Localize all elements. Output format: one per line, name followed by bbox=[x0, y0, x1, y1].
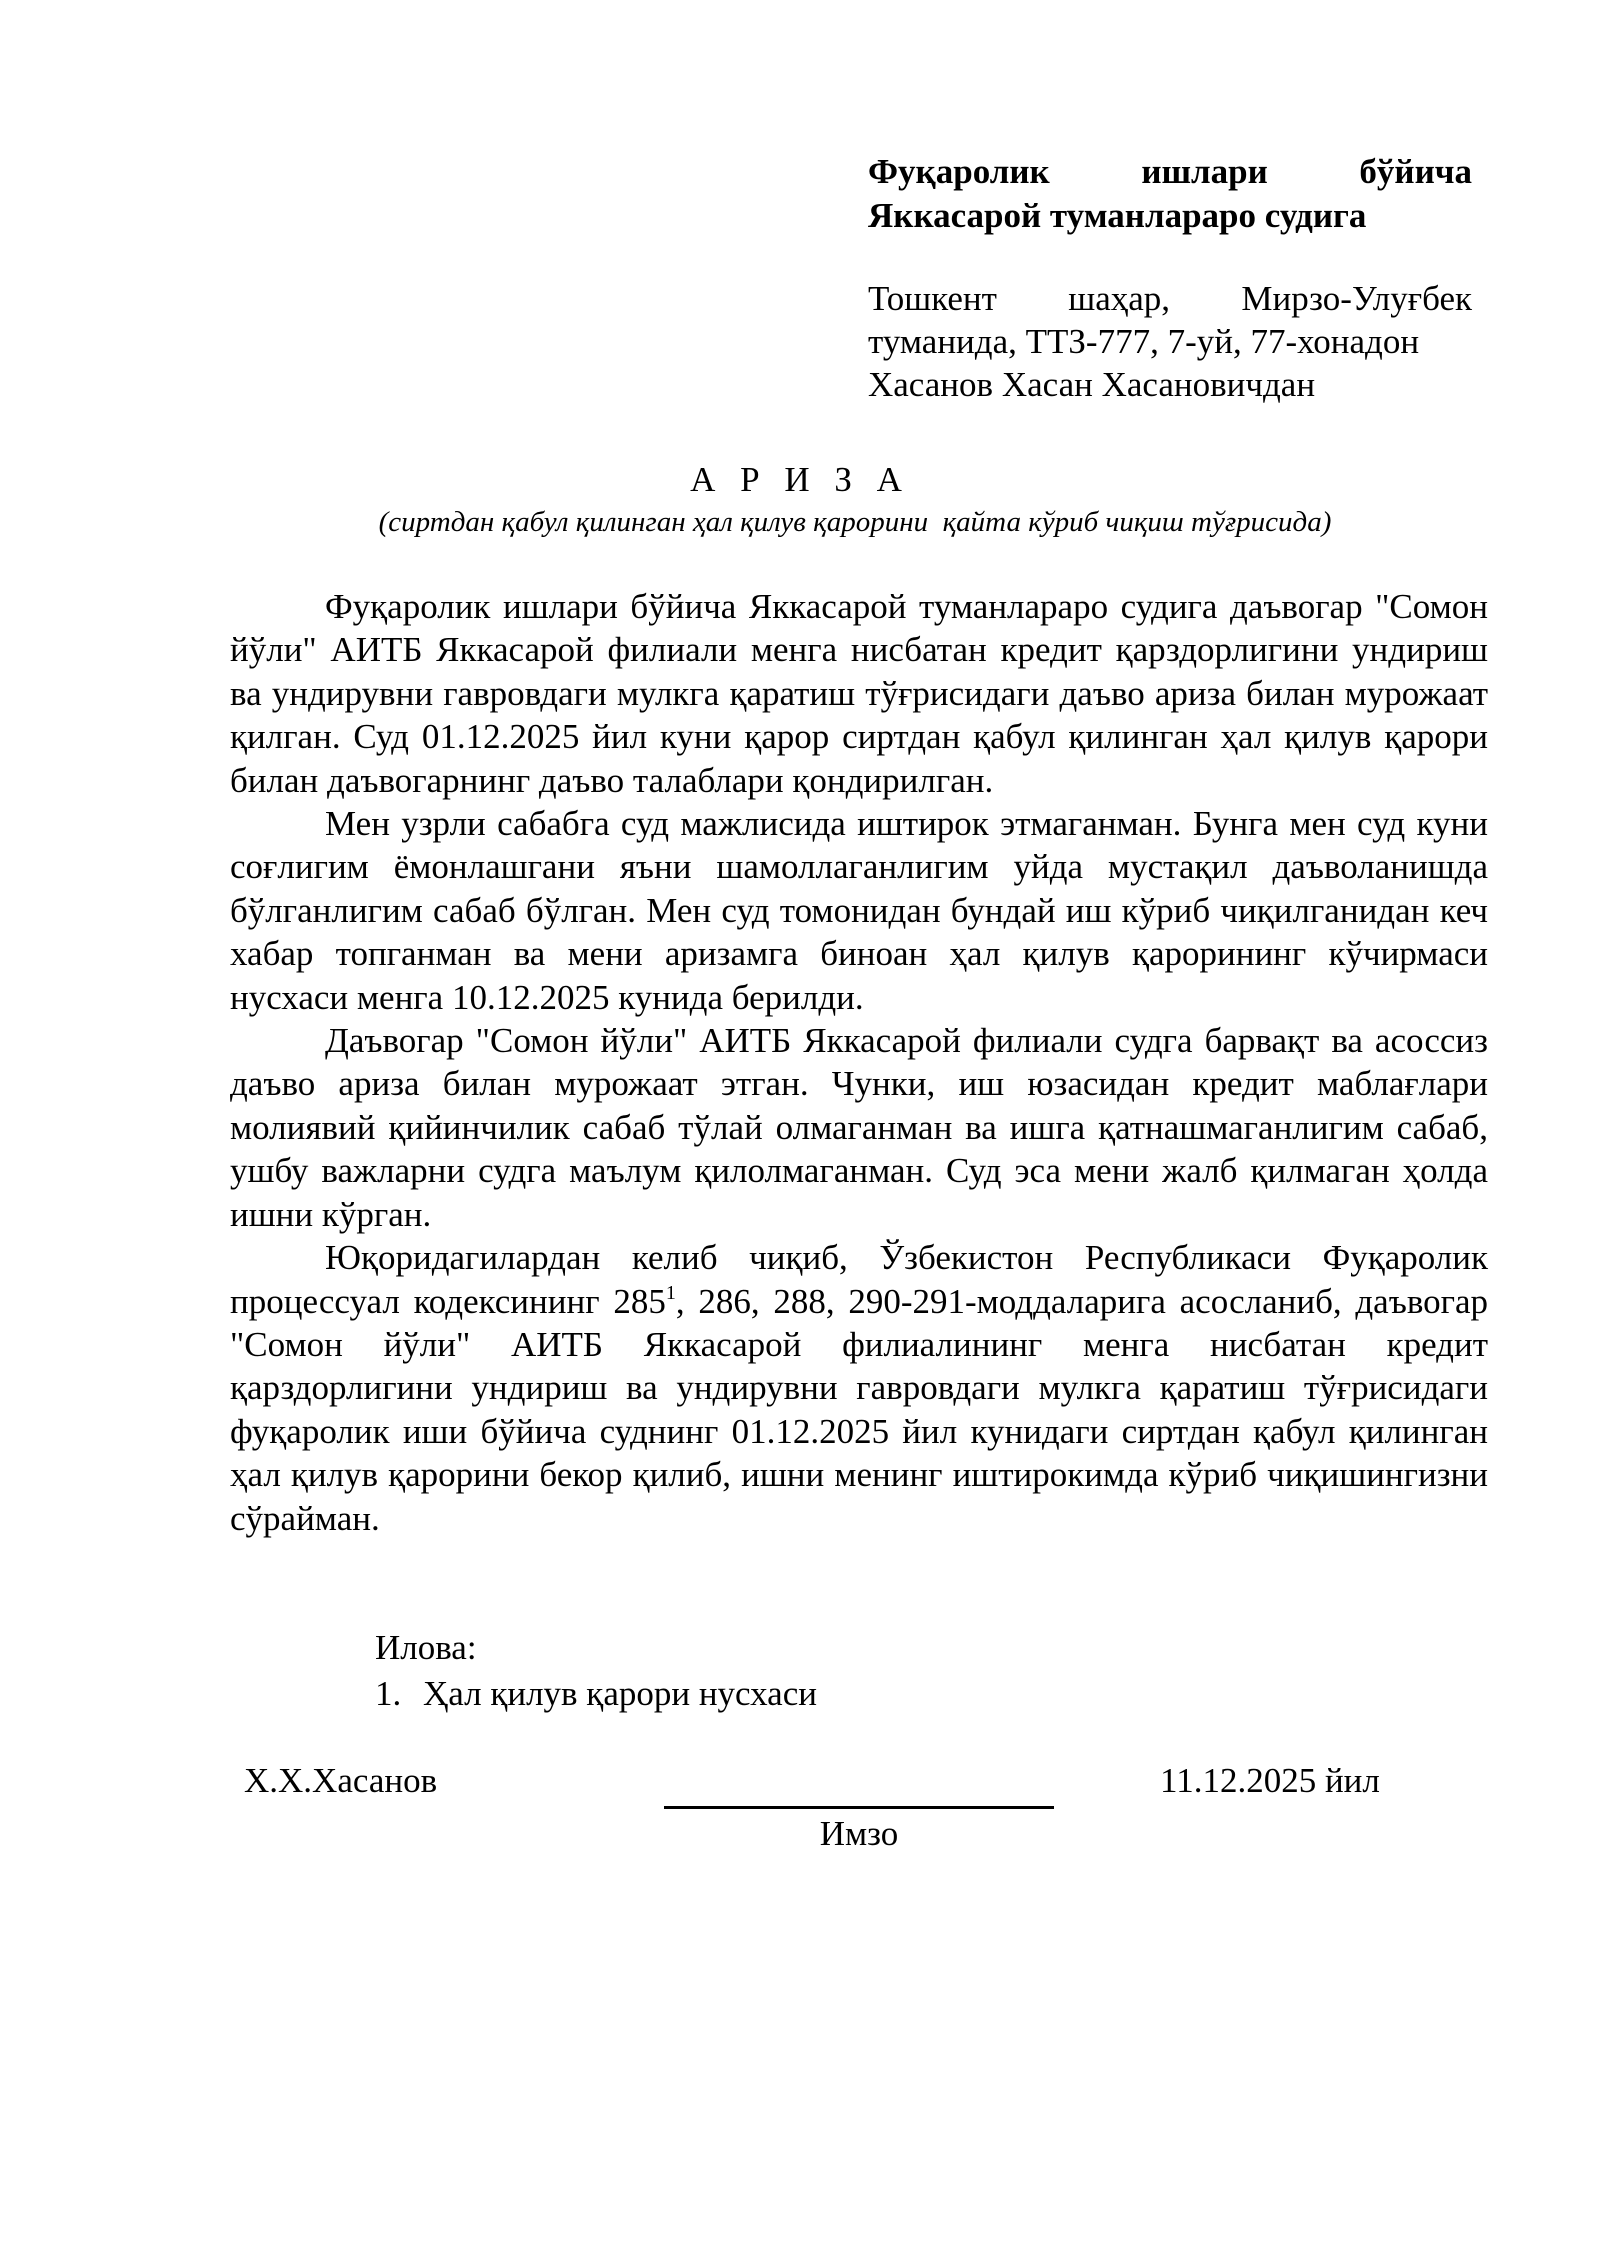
signature-line bbox=[664, 1806, 1054, 1809]
sender-name: Хасанов Хасан Хасановичдан bbox=[868, 365, 1316, 404]
attachment-item-text: Ҳал қилув қарори нусхаси bbox=[423, 1674, 817, 1713]
court-name-line-1: Фуқаролик ишлари бўйича bbox=[868, 152, 1472, 191]
attachment-item bbox=[375, 1671, 817, 1717]
sender-address-line-1: Тошкент шаҳар, Мирзо-Улуғбек bbox=[868, 279, 1472, 318]
attachment-item-number: 1. bbox=[375, 1674, 402, 1713]
attachments-block bbox=[375, 1625, 817, 1717]
footnote-superscript: 1 bbox=[665, 1281, 676, 1304]
signature-date: 11.12.2025 йил bbox=[1160, 1761, 1380, 1800]
attachments-label: Илова: bbox=[375, 1628, 477, 1667]
body-paragraph-4-end: , 286, 288, 290-291-моддаларига асосланиб, даъвогар "Сомон йўли" АИТБ Яккасарой филиалининг менга нисбатан кредит қарздорлигини ундириш ва ундирувни гавровдаги мулкга қаратиш тўғрисидаги фуқаролик иши бўйича суднинг 01.12.2025 йил кунидаги сиртдан қабул қилинган ҳал қилув қарорини бекор қилиб, ишни менинг иштирокимда кўриб чиқишингизни сўрайман. bbox=[230, 1281, 1488, 1538]
body-paragraph-4-start: Юқоридагилардан келиб чиқиб, Ўзбекистон Республикаси Фуқаролик процессуал кодексининг 285 bbox=[230, 1238, 1488, 1321]
body-paragraph-1: Фуқаролик ишлари бўйича Яккасарой туманлараро судига даъвогар "Сомон йўли" АИТБ Яккасарой филиали менга нисбатан кредит қарздорлигини ундириш ва ундирувни гавровдаги мулкга қаратиш тўғрисидаги даъво ариза билан мурожаат қилган. Суд 01.12.2025 йил куни қарор сиртдан қабул қилинган ҳал қилув қарори билан даъвогарнинг даъво талаблари қондирилган. bbox=[230, 587, 1488, 800]
body-paragraph-4 bbox=[230, 1236, 1488, 1540]
document-body bbox=[230, 585, 1488, 1540]
signature-caption: Имзо bbox=[819, 1814, 899, 1853]
sender-address-line-2: туманида, ТТЗ-777, 7-уй, 77-хонадон bbox=[868, 322, 1420, 361]
sender-address bbox=[868, 277, 1472, 406]
document-subtitle: (сиртдан қабул қилинган ҳал қилув қарорини қайта кўриб чиқиш тўғрисида) bbox=[378, 506, 1332, 538]
addressee-block bbox=[868, 150, 1472, 406]
document-title: А Р И З А bbox=[690, 460, 910, 499]
signer-name: Х.Х.Хасанов bbox=[244, 1761, 438, 1800]
body-paragraph-3: Даъвогар "Сомон йўли" АИТБ Яккасарой филиали судга барвақт ва асоссиз даъво ариза билан мурожаат этган. Чунки, иш юзасидан кредит маблағлари молиявий қийинчилик сабаб тўлай олмаганман ва ишга қатнашмаганлигим сабаб, ушбу важларни судга маълум қилолмаганман. Суд эса мени жалб қилмаган ҳолда ишни кўрган. bbox=[230, 1021, 1488, 1234]
court-name-line-2: Яккасарой туманлараро судига bbox=[868, 196, 1367, 235]
body-paragraph-2: Мен узрли сабабга суд мажлисида иштирок этмаганман. Бунга мен суд куни соғлигим ёмонлашгани яъни шамоллаганлигим уйда мустақил даъволанишда бўлганлигим сабаб бўлган. Мен суд томонидан бундай иш кўриб чиқилганидан кеч хабар топганман ва мени аризамга биноан ҳал қилув қарорининг кўчирмаси нусхаси менга 10.12.2025 кунида берилди. bbox=[230, 804, 1488, 1017]
court-name bbox=[868, 150, 1472, 238]
